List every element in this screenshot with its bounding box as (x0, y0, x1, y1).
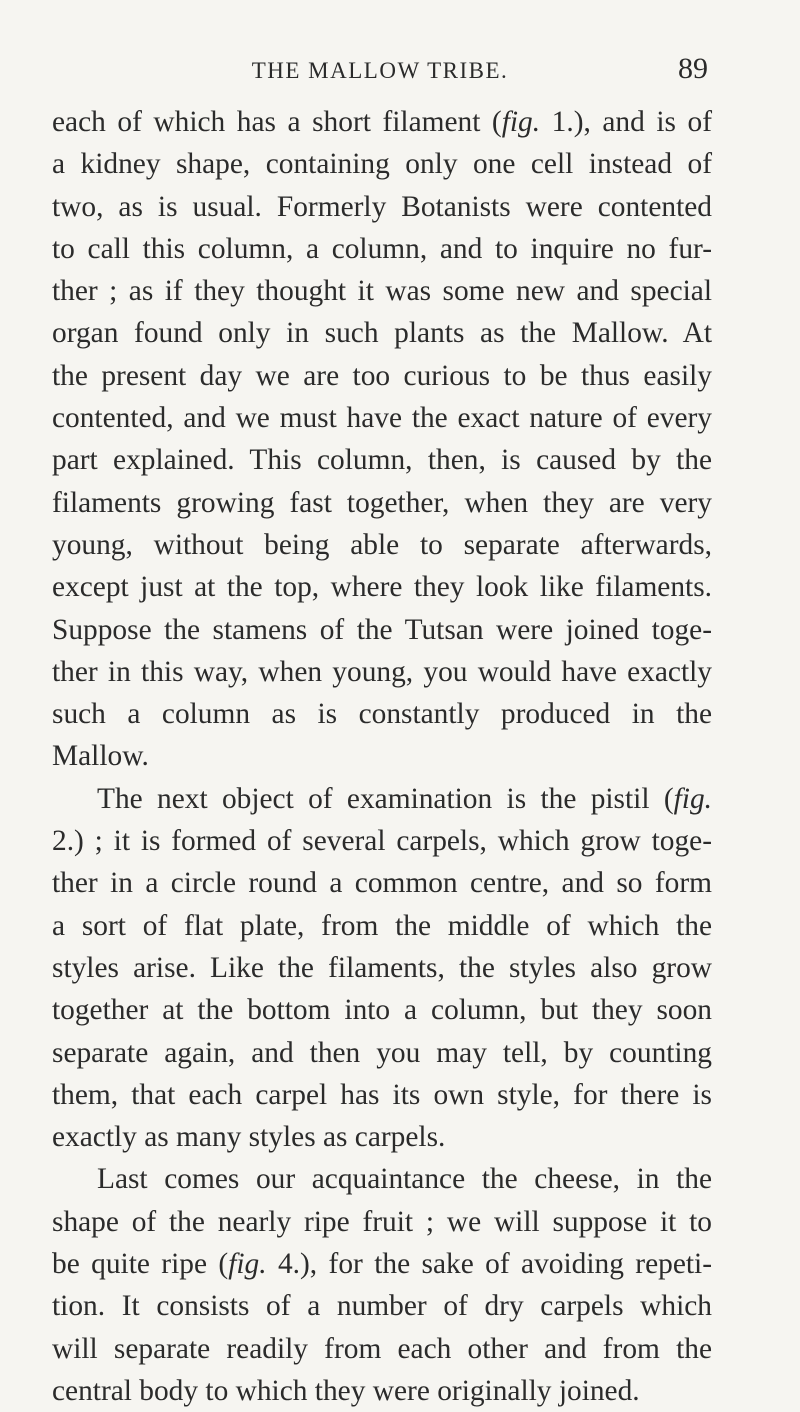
text-line: styles arise. Like the filaments, the styles also grow (52, 951, 712, 984)
text-line: to call this column, a column, and to inquire no fur- (52, 232, 712, 265)
text-line: ther in this way, when young, you would have exactly (52, 655, 712, 688)
text-line: a sort of flat plate, from the middle of which the (52, 909, 712, 942)
text-line: filaments growing fast together, when they are very (52, 486, 712, 519)
paragraph (52, 1158, 712, 1412)
text-line: organ found only in such plants as the Mallow. At (52, 317, 712, 350)
text-line: each of which has a short filament (fig. 1.), and is of (52, 106, 712, 138)
body-text (52, 101, 712, 1412)
text-line: Last comes our acquaintance the cheese, in the (97, 1163, 712, 1196)
text-line: be quite ripe (fig. 4.), for the sake of avoiding repeti- (52, 1248, 712, 1281)
text-line: except just at the top, where they look like filaments. (52, 571, 712, 604)
text-line: Suppose the stamens of the Tutsan were joined toge- (52, 613, 712, 646)
text-line: such a column as is constantly produced in the (52, 698, 712, 731)
text-line: separate again, and then you may tell, by counting (52, 1036, 712, 1069)
text-line: together at the bottom into a column, but they soon (52, 994, 712, 1027)
running-head (52, 50, 708, 94)
text-line: will separate readily from each other and from the (52, 1332, 712, 1365)
italic-reference: fig. (228, 1248, 267, 1281)
text-line: shape of the nearly ripe fruit ; we will suppose it to (52, 1205, 712, 1238)
paragraph (52, 101, 712, 778)
text-line: central body to which they were originally joined. (52, 1374, 640, 1407)
text-line: ther ; as if they thought it was some new and special (52, 275, 712, 308)
paragraph (52, 778, 712, 1159)
text-line: 2.) ; it is formed of several carpels, which grow toge- (52, 825, 712, 858)
text-line: ther in a circle round a common centre, and so form (52, 867, 712, 900)
text-line: part explained. This column, then, is caused by the (52, 444, 712, 477)
text-line: two, as is usual. Formerly Botanists were contented (52, 190, 712, 223)
text-line: the present day we are too curious to be thus easily (52, 359, 712, 392)
text-line: tion. It consists of a number of dry carpels which (52, 1290, 712, 1323)
running-title: THE MALLOW TRIBE. (251, 58, 509, 83)
text-line: young, without being able to separate afterwards, (52, 528, 712, 561)
italic-reference: fig. (673, 782, 712, 815)
text-line: The next object of examination is the pistil (fig. (97, 782, 712, 815)
text-line: them, that each carpel has its own style, for there is (52, 1078, 712, 1111)
text-line: Mallow. (52, 740, 149, 773)
page-number: 89 (678, 52, 708, 85)
text-line: contented, and we must have the exact nature of every (52, 402, 712, 435)
text-line: a kidney shape, containing only one cell instead of (52, 148, 712, 181)
text-line: exactly as many styles as carpels. (52, 1121, 446, 1154)
italic-reference: fig. (501, 106, 541, 138)
